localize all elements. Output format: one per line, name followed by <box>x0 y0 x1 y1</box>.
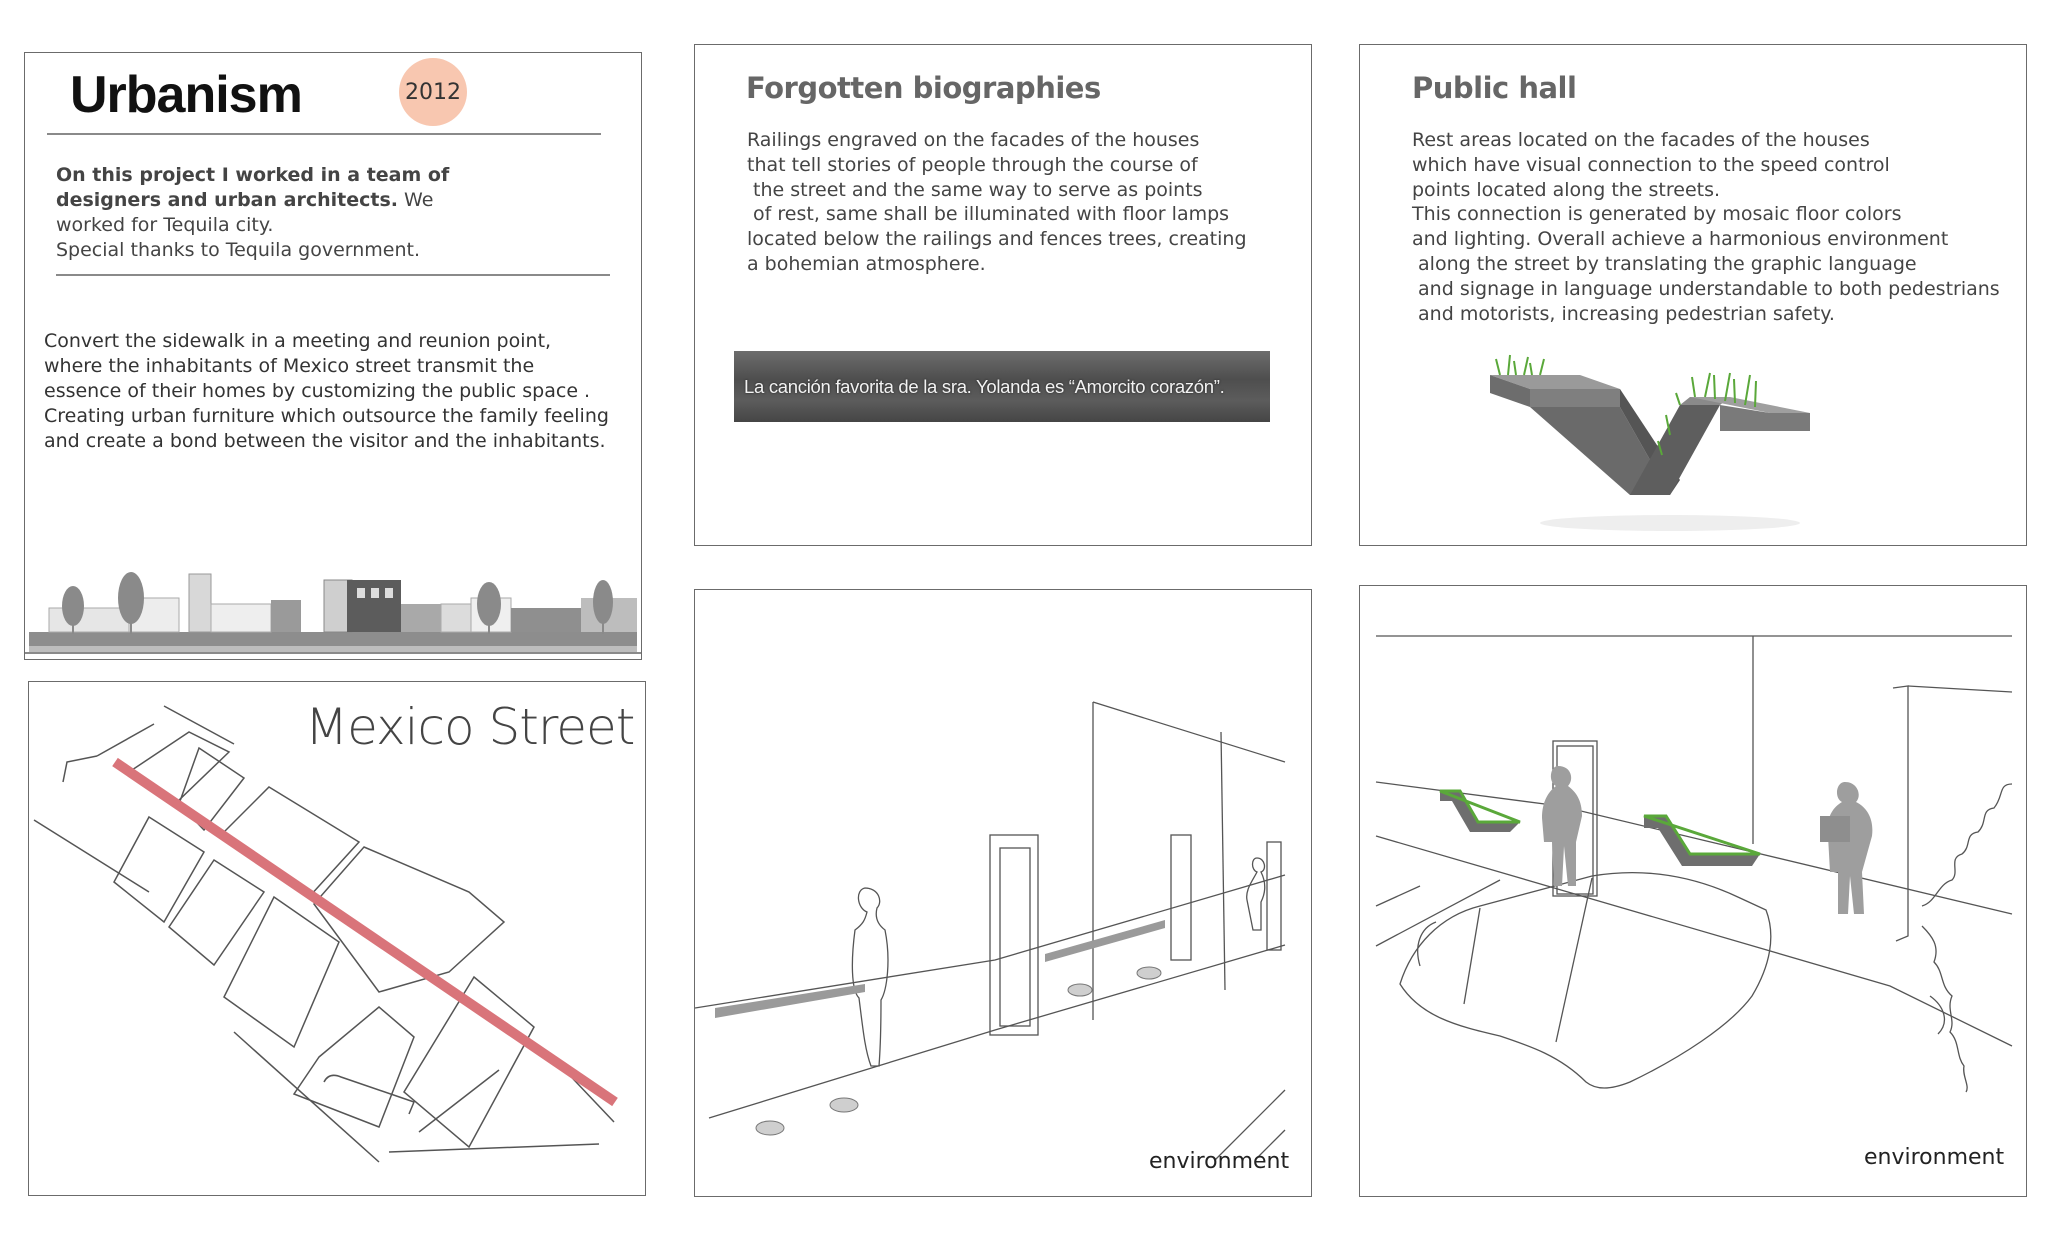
description-line: along the street by translating the graphic language <box>1412 252 1917 275</box>
section-description <box>747 128 1247 277</box>
street-perspective-sketch <box>695 590 1311 1196</box>
description-line: where the inhabitants of Mexico street transmit the <box>44 355 535 377</box>
engraved-railing-plaque: La canción favorita de la sra. Yolanda es “Amorcito corazón”. <box>734 351 1270 422</box>
street-perspective-sketch <box>1360 586 2026 1196</box>
description-line: Railings engraved on the facades of the houses <box>747 129 1200 151</box>
description-line: the street and the same way to serve as points <box>747 178 1203 201</box>
divider <box>47 133 601 135</box>
divider <box>56 274 610 276</box>
team-credits-text: We <box>397 189 434 211</box>
divider <box>25 652 641 654</box>
panel-caption: environment <box>1864 1145 2005 1170</box>
team-credits <box>56 163 496 263</box>
description-line: a bohemian atmosphere. <box>747 252 986 275</box>
forgotten-biographies-panel <box>694 44 1312 546</box>
section-description <box>1412 128 2000 326</box>
section-title: Public hall <box>1412 71 1577 105</box>
team-credits-city: worked for Tequila city. <box>56 214 274 236</box>
description-line: Rest areas located on the facades of the houses <box>1412 129 1870 151</box>
railing-environment-panel <box>694 589 1312 1197</box>
description-line: essence of their homes by customizing the public space . <box>44 380 591 402</box>
description-line: Creating urban furniture which outsource the family feeling <box>44 405 609 427</box>
team-credits-thanks: Special thanks to Tequila government. <box>56 239 421 261</box>
description-line: and create a bond between the visitor and the inhabitants. <box>44 430 606 452</box>
team-credits-bold: On this project I worked in a team of <box>56 164 450 186</box>
description-line: located below the railings and fences trees, creating <box>747 228 1247 251</box>
description-line: of rest, same shall be illuminated with floor lamps <box>747 203 1230 226</box>
bench-planter-render <box>1480 345 1820 535</box>
description-line: and signage in language understandable to both pedestrians <box>1412 277 2000 300</box>
section-title: Forgotten biographies <box>746 71 1101 105</box>
highlighted-route <box>115 762 615 1102</box>
street-map-panel <box>28 681 646 1196</box>
description-line: This connection is generated by mosaic floor colors <box>1412 203 1902 226</box>
page-title: Urbanism <box>70 66 302 124</box>
intro-panel <box>24 52 642 660</box>
description-line: and motorists, increasing pedestrian safety. <box>1412 302 1835 325</box>
map-title: Mexico Street <box>305 698 635 756</box>
team-credits-bold-2: designers and urban architects. <box>56 189 398 211</box>
description-line: Convert the sidewalk in a meeting and reunion point, <box>44 330 552 352</box>
project-description <box>44 329 644 454</box>
description-line: which have visual connection to the speed control <box>1412 153 1890 176</box>
description-line: that tell stories of people through the course of <box>747 153 1198 176</box>
street-map <box>29 682 645 1194</box>
panel-caption: environment <box>1149 1149 1290 1174</box>
year-badge: 2012 <box>399 58 467 126</box>
description-line: and lighting. Overall achieve a harmonious environment <box>1412 228 1949 251</box>
street-elevation-illustration <box>29 568 637 654</box>
public-hall-environment-panel <box>1359 585 2027 1197</box>
public-hall-panel <box>1359 44 2027 546</box>
description-line: points located along the streets. <box>1412 178 1721 201</box>
